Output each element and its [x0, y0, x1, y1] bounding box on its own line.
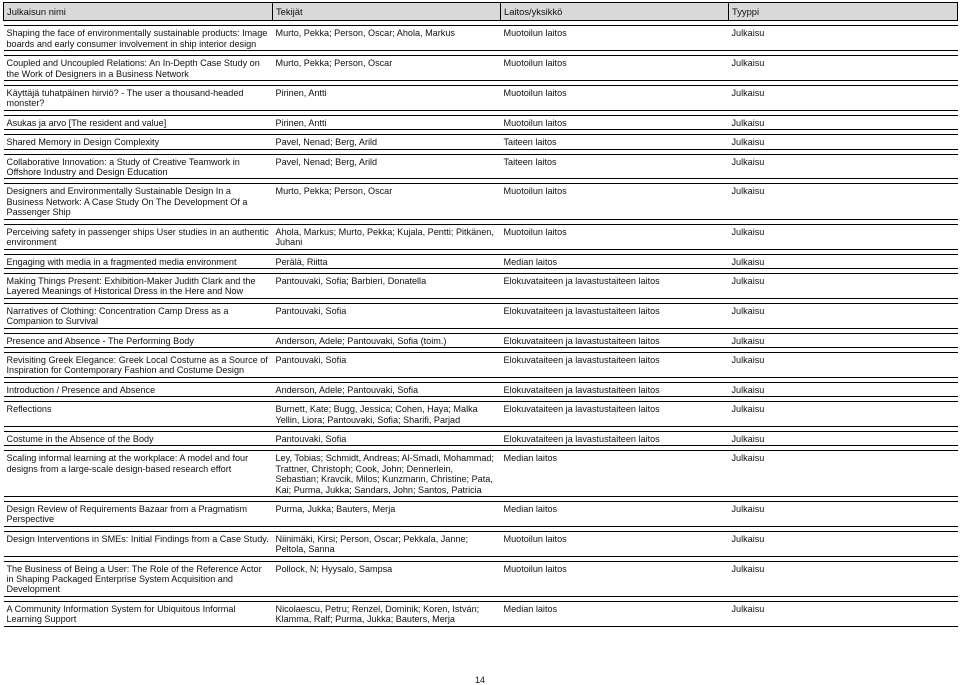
cell-department: Muotoilun laitos	[501, 56, 729, 81]
cell-type: Julkaisu	[729, 154, 958, 179]
cell-authors: Murto, Pekka; Person, Oscar; Ahola, Markus	[273, 26, 501, 51]
cell-title: Revisiting Greek Elegance: Greek Local Costume as a Source of Inspiration for Contemporary Fashion and Costume Design	[4, 352, 273, 377]
cell-type: Julkaisu	[729, 56, 958, 81]
cell-title: Asukas ja arvo [The resident and value]	[4, 115, 273, 129]
table-row	[4, 224, 958, 249]
cell-authors: Pavel, Nenad; Berg, Arild	[273, 154, 501, 179]
cell-department: Elokuvataiteen ja lavastustaiteen laitos	[501, 273, 729, 298]
cell-type: Julkaisu	[729, 135, 958, 149]
cell-authors: Purma, Jukka; Bauters, Merja	[273, 502, 501, 527]
cell-type: Julkaisu	[729, 382, 958, 396]
table-row	[4, 382, 958, 396]
cell-title: Engaging with media in a fragmented media environment	[4, 254, 273, 268]
cell-type: Julkaisu	[729, 333, 958, 347]
cell-title: The Business of Being a User: The Role of the Reference Actor in Shaping Packaged Enterprise System Acquisition and Development	[4, 561, 273, 596]
cell-authors: Pirinen, Antti	[273, 86, 501, 111]
cell-title: Scaling informal learning at the workplace: A model and four designs from a large-scale design-based research effort	[4, 451, 273, 497]
table-row	[4, 333, 958, 347]
cell-authors: Pantouvaki, Sofia; Barbieri, Donatella	[273, 273, 501, 298]
cell-type: Julkaisu	[729, 86, 958, 111]
page-number: 14	[474, 675, 485, 685]
cell-title: Introduction / Presence and Absence	[4, 382, 273, 396]
table-row	[4, 303, 958, 328]
cell-type: Julkaisu	[729, 303, 958, 328]
cell-type: Julkaisu	[729, 601, 958, 626]
cell-title: Making Things Present: Exhibition-Maker Judith Clark and the Layered Meanings of Historical Dress in the Here and Now	[4, 273, 273, 298]
table-row	[4, 402, 958, 427]
cell-authors: Pantouvaki, Sofia	[273, 431, 501, 445]
table-body	[4, 21, 958, 626]
cell-department: Muotoilun laitos	[501, 531, 729, 556]
cell-authors: Nicolaescu, Petru; Renzel, Dominik; Koren, István; Klamma, Ralf; Purma, Jukka; Bauters, Merja	[273, 601, 501, 626]
cell-title: Perceiving safety in passenger ships User studies in an authentic environment	[4, 224, 273, 249]
cell-department: Muotoilun laitos	[501, 184, 729, 219]
cell-department: Muotoilun laitos	[501, 26, 729, 51]
cell-department: Elokuvataiteen ja lavastustaiteen laitos	[501, 333, 729, 347]
cell-authors: Pollock, N; Hyysalo, Sampsa	[273, 561, 501, 596]
header-title: Julkaisun nimi	[4, 3, 273, 21]
publication-table	[3, 2, 958, 627]
cell-department: Elokuvataiteen ja lavastustaiteen laitos	[501, 431, 729, 445]
cell-department: Median laitos	[501, 502, 729, 527]
cell-department: Elokuvataiteen ja lavastustaiteen laitos	[501, 352, 729, 377]
table-row	[4, 273, 958, 298]
header-department: Laitos/yksikkö	[501, 3, 729, 21]
cell-type: Julkaisu	[729, 502, 958, 527]
cell-authors: Pirinen, Antti	[273, 115, 501, 129]
table-row	[4, 502, 958, 527]
table-row	[4, 154, 958, 179]
cell-type: Julkaisu	[729, 451, 958, 497]
cell-department: Median laitos	[501, 601, 729, 626]
cell-department: Elokuvataiteen ja lavastustaiteen laitos	[501, 402, 729, 427]
table-row	[4, 26, 958, 51]
cell-title: A Community Information System for Ubiquitous Informal Learning Support	[4, 601, 273, 626]
cell-department: Taiteen laitos	[501, 135, 729, 149]
table-row	[4, 115, 958, 129]
cell-authors: Ahola, Markus; Murto, Pekka; Kujala, Pentti; Pitkänen, Juhani	[273, 224, 501, 249]
cell-type: Julkaisu	[729, 431, 958, 445]
cell-department: Muotoilun laitos	[501, 86, 729, 111]
cell-department: Elokuvataiteen ja lavastustaiteen laitos	[501, 382, 729, 396]
cell-type: Julkaisu	[729, 115, 958, 129]
cell-department: Taiteen laitos	[501, 154, 729, 179]
cell-authors: Murto, Pekka; Person, Oscar	[273, 56, 501, 81]
cell-title: Designers and Environmentally Sustainable Design In a Business Network: A Case Study On The Development Of a Passenger Ship	[4, 184, 273, 219]
table-header-row	[4, 3, 958, 21]
cell-title: Costume in the Absence of the Body	[4, 431, 273, 445]
table-row	[4, 451, 958, 497]
cell-department: Median laitos	[501, 254, 729, 268]
cell-authors: Pantouvaki, Sofia	[273, 303, 501, 328]
cell-authors: Murto, Pekka; Person, Oscar	[273, 184, 501, 219]
cell-title: Design Interventions in SMEs: Initial Findings from a Case Study.	[4, 531, 273, 556]
cell-title: Shared Memory in Design Complexity	[4, 135, 273, 149]
cell-type: Julkaisu	[729, 224, 958, 249]
cell-authors: Burnett, Kate; Bugg, Jessica; Cohen, Haya; Malka Yellin, Liora; Pantouvaki, Sofia; Sharifi, Parjad	[273, 402, 501, 427]
table-row	[4, 86, 958, 111]
cell-title: Presence and Absence - The Performing Body	[4, 333, 273, 347]
cell-department: Muotoilun laitos	[501, 561, 729, 596]
table-row	[4, 431, 958, 445]
cell-title: Coupled and Uncoupled Relations: An In-Depth Case Study on the Work of Designers in a Business Network	[4, 56, 273, 81]
cell-authors: Pavel, Nenad; Berg, Arild	[273, 135, 501, 149]
table-row	[4, 135, 958, 149]
cell-title: Narratives of Clothing: Concentration Camp Dress as a Companion to Survival	[4, 303, 273, 328]
cell-authors: Ley, Tobias; Schmidt, Andreas; Al-Smadi, Mohammad; Trattner, Christoph; Cook, John; Dennerlein, Sebastian; Kravcik, Milos; Kunzmann, Christine; Pata, Kai; Purma, Jukka; Sandars, John; Santos, Patricia	[273, 451, 501, 497]
cell-type: Julkaisu	[729, 352, 958, 377]
cell-authors: Anderson, Adele; Pantouvaki, Sofia	[273, 382, 501, 396]
table-row	[4, 254, 958, 268]
table-row	[4, 56, 958, 81]
cell-authors: Niinimäki, Kirsi; Person, Oscar; Pekkala, Janne; Peltola, Sanna	[273, 531, 501, 556]
cell-department: Elokuvataiteen ja lavastustaiteen laitos	[501, 303, 729, 328]
cell-type: Julkaisu	[729, 561, 958, 596]
cell-type: Julkaisu	[729, 402, 958, 427]
cell-title: Reflections	[4, 402, 273, 427]
cell-title: Shaping the face of environmentally sustainable products: Image boards and early consumer involvement in ship interior design	[4, 26, 273, 51]
table-row	[4, 601, 958, 626]
cell-title: Collaborative Innovation: a Study of Creative Teamwork in Offshore Industry and Design Education	[4, 154, 273, 179]
cell-type: Julkaisu	[729, 184, 958, 219]
cell-type: Julkaisu	[729, 531, 958, 556]
table-row	[4, 184, 958, 219]
header-authors: Tekijät	[273, 3, 501, 21]
header-type: Tyyppi	[729, 3, 958, 21]
cell-title: Käyttäjä tuhatpäinen hirviö? - The user a thousand-headed monster?	[4, 86, 273, 111]
cell-title: Design Review of Requirements Bazaar from a Pragmatism Perspective	[4, 502, 273, 527]
publication-table-container	[3, 2, 957, 627]
cell-department: Muotoilun laitos	[501, 224, 729, 249]
table-row	[4, 561, 958, 596]
cell-authors: Perälä, Riitta	[273, 254, 501, 268]
cell-type: Julkaisu	[729, 273, 958, 298]
cell-type: Julkaisu	[729, 254, 958, 268]
cell-department: Muotoilun laitos	[501, 115, 729, 129]
table-row	[4, 531, 958, 556]
table-row	[4, 352, 958, 377]
cell-department: Median laitos	[501, 451, 729, 497]
cell-authors: Pantouvaki, Sofia	[273, 352, 501, 377]
cell-type: Julkaisu	[729, 26, 958, 51]
cell-authors: Anderson, Adele; Pantouvaki, Sofia (toim.)	[273, 333, 501, 347]
